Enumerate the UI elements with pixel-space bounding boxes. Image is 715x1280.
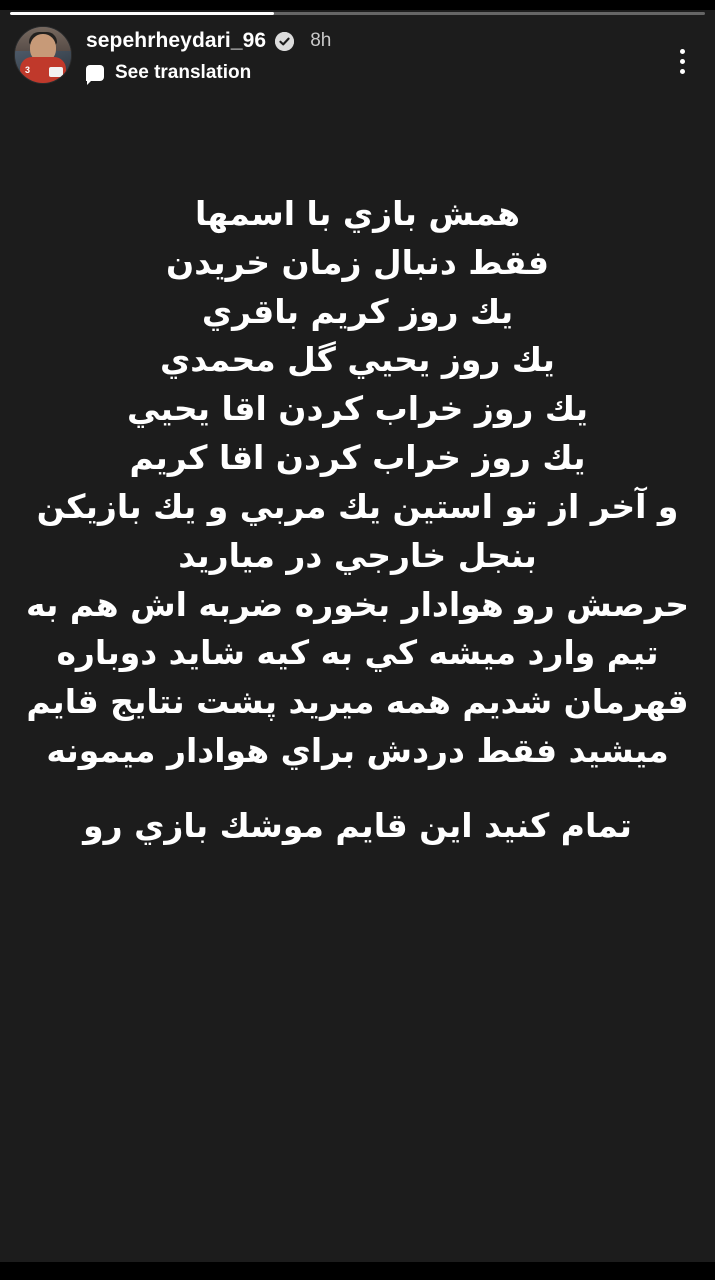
story-progress-fill (10, 12, 274, 15)
story-text-line: ميشيد فقط دردش براي هوادار ميمونه (46, 731, 669, 771)
avatar-jersey-number: 3 (25, 65, 31, 75)
see-translation-label: See translation (115, 62, 252, 83)
story-text-line: يك روز خراب كردن اقا يحيي (126, 389, 589, 429)
username-label[interactable]: sepehrheydari_96 (86, 29, 267, 52)
avatar[interactable] (14, 26, 72, 84)
story-text-line (14, 776, 701, 802)
story-text-line: يك روز يحيي گل محمدي (160, 340, 555, 380)
story-text-line: تمام كنيد اين قايم موشك بازي رو (83, 805, 632, 845)
more-dot (680, 59, 685, 64)
username-row (86, 28, 331, 54)
verified-badge-icon (275, 32, 294, 51)
story-progress-bar (10, 12, 705, 15)
story-text-line: قهرمان شديم همه ميريد پشت نتايج قايم (26, 682, 689, 722)
story-text-line: يك روز خراب كردن اقا كريم (129, 438, 586, 478)
story-text-line: يك روز كريم باقري (201, 291, 514, 331)
more-options-icon[interactable] (669, 44, 695, 78)
avatar-club-logo (49, 67, 63, 77)
see-translation-button[interactable] (86, 62, 331, 84)
letterbox-top (0, 0, 715, 10)
story-text-line: فقط دنبال زمان خريدن (166, 242, 549, 282)
story-text-line: حرصش رو هوادار بخوره ضربه اش هم به (25, 584, 690, 624)
story-text-line: و آخر از تو استين يك مربي و يك بازيكن (36, 486, 679, 526)
header-text (86, 22, 331, 84)
story-timestamp: 8h (310, 30, 332, 51)
story-text-block (0, 190, 715, 851)
more-dot (680, 49, 685, 54)
story-text-line: همش بازي با اسمها (195, 194, 520, 233)
letterbox-bottom (0, 1262, 715, 1280)
story-text-line: تيم وارد ميشه كي به كيه شايد دوباره (56, 633, 659, 673)
story-header (0, 22, 715, 100)
translate-icon (86, 65, 104, 81)
story-text-line: بنجل خارجي در مياريد (178, 535, 537, 575)
more-dot (680, 69, 685, 74)
